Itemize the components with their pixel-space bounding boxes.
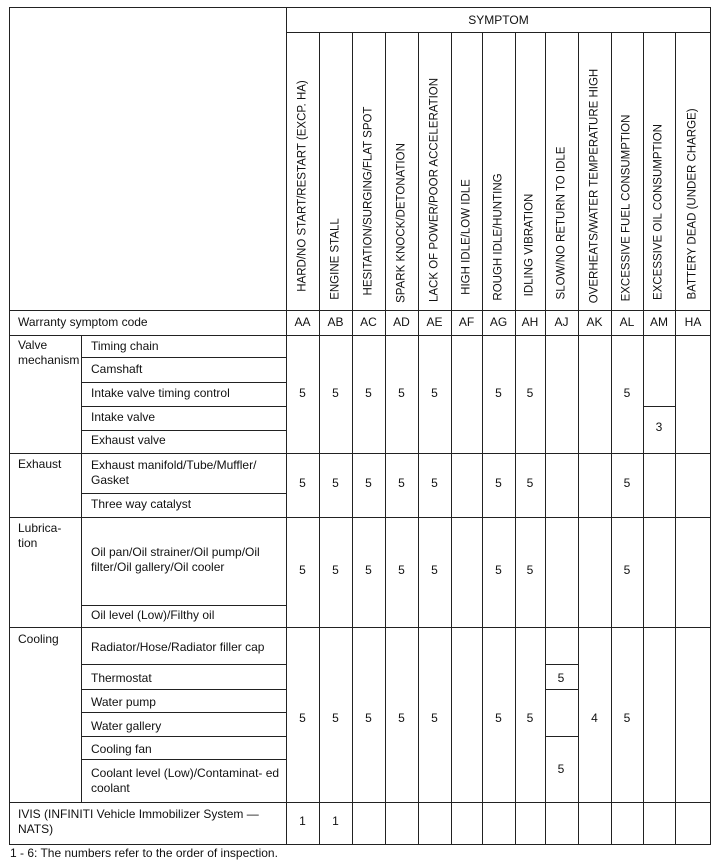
warranty-code: HA <box>684 315 702 329</box>
symptom-value: 5 <box>398 711 405 725</box>
symptom-column-header: HESITATION/SURGING/FLAT SPOT <box>362 106 374 296</box>
symptom-value: 1 <box>332 814 339 828</box>
part-water-pump: Water pump <box>91 695 156 709</box>
symptom-value: 5 <box>299 711 306 725</box>
symptom-column-header: HIGH IDLE/LOW IDLE <box>460 179 472 296</box>
part-water-gallery: Water gallery <box>91 719 162 733</box>
warranty-code: AD <box>393 315 410 329</box>
symptom-value: 5 <box>495 563 502 577</box>
symptom-value: 5 <box>431 563 438 577</box>
group-valve-mechanism: Valve mechanism <box>18 338 80 367</box>
symptom-value: 5 <box>332 563 339 577</box>
symptom-value: 5 <box>495 476 502 490</box>
symptom-value: 5 <box>431 476 438 490</box>
symptom-table <box>9 7 711 845</box>
warranty-code: AH <box>521 315 539 329</box>
part-three-way-catalyst: Three way catalyst <box>91 497 192 511</box>
symptom-value: 5 <box>365 711 372 725</box>
warranty-code: AE <box>426 315 443 329</box>
symptom-value: 5 <box>623 563 631 577</box>
symptom-value: 5 <box>365 563 372 577</box>
symptom-value: 5 <box>431 711 438 725</box>
part-coolant-level: Coolant level (Low)/Contaminat- ed coolant <box>91 766 280 795</box>
group-lubrication: Lubrica- tion <box>18 521 62 550</box>
part-oil-pan: Oil pan/Oil strainer/Oil pump/Oil filter/Oil gallery/Oil cooler <box>91 545 260 574</box>
symptom-value: 5 <box>398 476 405 490</box>
symptom-value: 5 <box>398 563 405 577</box>
warranty-label: Warranty symptom code <box>18 315 148 329</box>
symptom-value: 5 <box>495 386 502 400</box>
group-cooling: Cooling <box>18 632 59 646</box>
warranty-code: AL <box>619 315 635 329</box>
symptom-value: 5 <box>431 386 438 400</box>
part-intake-valve-timing-control: Intake valve timing control <box>91 386 230 400</box>
part-radiator: Radiator/Hose/Radiator filler cap <box>91 640 265 654</box>
group-exhaust: Exhaust <box>18 457 62 471</box>
part-thermostat: Thermostat <box>91 671 152 685</box>
symptom-value: 5 <box>365 386 372 400</box>
symptom-value: 5 <box>365 476 372 490</box>
warranty-code: AG <box>489 315 508 329</box>
symptom-value: 5 <box>526 711 534 725</box>
symptom-column-header: HARD/NO START/RESTART (EXCP. HA) <box>296 80 308 292</box>
warranty-code: AC <box>360 315 377 329</box>
symptom-value: 5 <box>332 711 339 725</box>
symptom-value: 5 <box>495 711 502 725</box>
footnote: 1 - 6: The numbers refer to the order of inspection. <box>10 846 278 860</box>
value-aj-thermostat: 5 <box>557 671 565 685</box>
symptom-value: 5 <box>299 476 306 490</box>
warranty-code: AJ <box>554 315 569 329</box>
symptom-value: 1 <box>299 814 306 828</box>
symptom-value: 5 <box>332 476 339 490</box>
symptom-value: 5 <box>526 476 534 490</box>
part-cooling-fan: Cooling fan <box>91 742 152 756</box>
symptom-column-header: BATTERY DEAD (UNDER CHARGE) <box>686 108 699 300</box>
symptom-column-header: EXCESSIVE OIL CONSUMPTION <box>652 123 665 300</box>
part-intake-valve: Intake valve <box>91 410 156 424</box>
warranty-code: AK <box>586 315 603 329</box>
symptom-column-header: LACK OF POWER/POOR ACCELERATION <box>428 77 440 302</box>
symptom-column-header: SPARK KNOCK/DETONATION <box>395 142 407 303</box>
symptom-value: 5 <box>299 563 306 577</box>
symptom-column-header: ENGINE STALL <box>329 218 341 300</box>
symptom-column-header: IDLING VIBRATION <box>523 193 536 296</box>
part-timing-chain: Timing chain <box>91 339 159 353</box>
symptom-column-header: EXCESSIVE FUEL CONSUMPTION <box>620 114 633 302</box>
symptom-value: 5 <box>526 563 534 577</box>
symptom-column-header: SLOW/NO RETURN TO IDLE <box>555 146 567 300</box>
part-exhaust-valve: Exhaust valve <box>91 433 166 447</box>
symptom-value: 5 <box>623 476 631 490</box>
symptom-value: 5 <box>623 711 631 725</box>
value-aj-coolant: 5 <box>557 762 565 776</box>
value-am-valve: 3 <box>655 420 663 434</box>
group-ivis: IVIS (INFINITI Vehicle Immobilizer System — NATS) <box>18 807 259 836</box>
symptom-value: 5 <box>623 386 631 400</box>
part-exhaust-manifold: Exhaust manifold/Tube/Muffler/ Gasket <box>91 458 257 487</box>
symptom-column-header: OVERHEATS/WATER TEMPERATURE HIGH <box>588 68 600 304</box>
warranty-code: AA <box>294 315 311 329</box>
symptom-column-header: ROUGH IDLE/HUNTING <box>492 173 504 301</box>
symptom-value: 4 <box>591 711 598 725</box>
symptom-value: 5 <box>332 386 339 400</box>
part-oil-level: Oil level (Low)/Filthy oil <box>91 608 215 622</box>
symptom-value: 5 <box>299 386 306 400</box>
symptom-header: SYMPTOM <box>468 13 529 27</box>
warranty-code: AB <box>327 315 344 329</box>
part-camshaft: Camshaft <box>91 362 143 376</box>
symptom-value: 5 <box>398 386 405 400</box>
warranty-code: AM <box>650 315 668 329</box>
warranty-code: AF <box>458 315 475 329</box>
symptom-value: 5 <box>526 386 534 400</box>
